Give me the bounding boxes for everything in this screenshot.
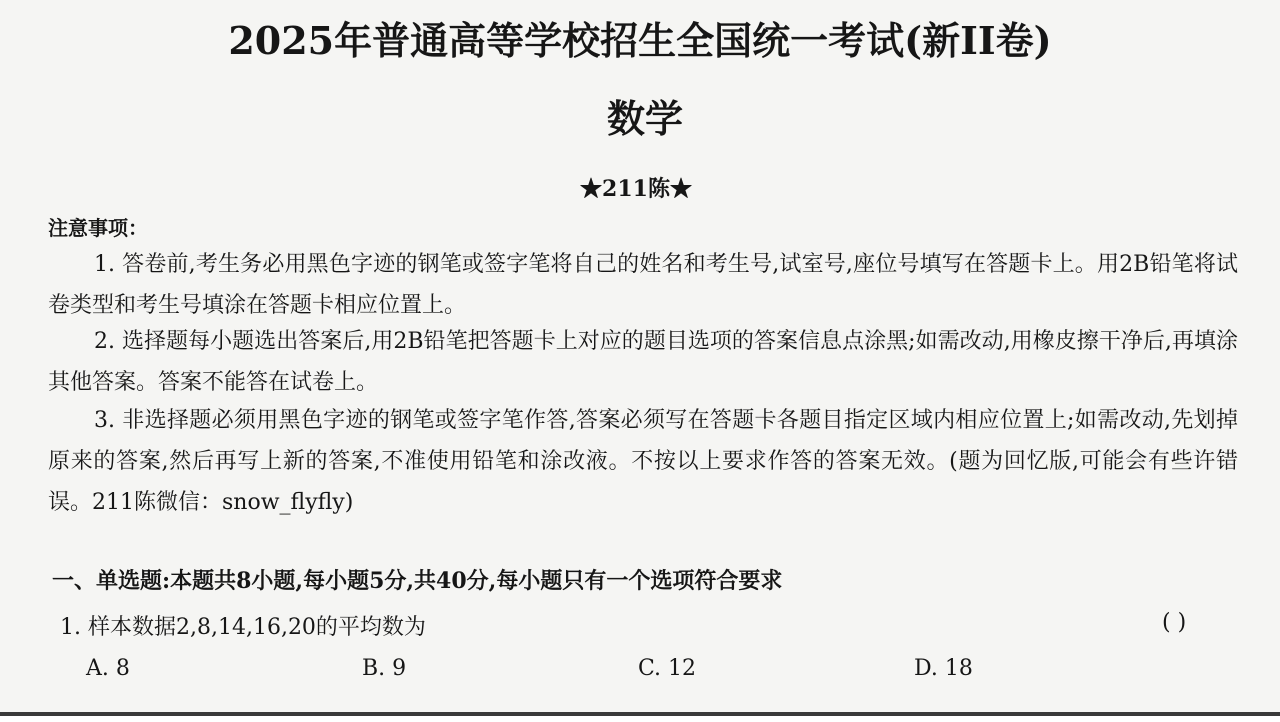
exam-title: 2025年普通高等学校招生全国统一考试(新II卷) (228, 18, 1052, 63)
notice-item-1 (48, 244, 1238, 326)
notice-item-1-text: 1. 答卷前,考生务必用黑色字迹的钢笔或签字笔将自己的姓名和考生号,试室号,座位号填写在答题卡上。用2B铅笔将试卷类型和考生号填涂在答题卡相应位置上。 (48, 252, 1238, 318)
notice-item-2 (48, 321, 1238, 403)
notice-item-2-text: 2. 选择题每小题选出答案后,用2B铅笔把答题卡上对应的题目选项的答案信息点涂黑;如需改动,用橡皮擦干净后,再填涂其他答案。答案不能答在试卷上。 (48, 329, 1238, 395)
notice-item-3-text: 3. 非选择题必须用黑色字迹的钢笔或签字笔作答,答案必须写在答题卡各题目指定区域内相应位置上;如需改动,先划掉原来的答案,然后再写上新的答案,不准使用铅笔和涂改液。不按以上要求作答的答案无效。(题为回忆版,可能会有些许错误。211陈微信：snow_flyfly) (48, 408, 1238, 515)
option-c: C. 12 (638, 656, 697, 681)
answer-parenthesis: ( ) (1162, 610, 1187, 635)
option-a: A. 8 (86, 656, 130, 681)
question-1-stem: 1. 样本数据2,8,14,16,20的平均数为 (60, 615, 426, 640)
notice-heading: 注意事项： (48, 216, 148, 240)
option-d: D. 18 (914, 656, 973, 681)
option-b: B. 9 (362, 656, 407, 681)
author-tag: ★211陈★ (580, 176, 692, 202)
subject-title: 数学 (606, 96, 683, 141)
page-bottom-band (0, 716, 1280, 722)
notice-item-3 (48, 400, 1238, 523)
section-heading: 一、单选题:本题共8小题,每小题5分,共40分,每小题只有一个选项符合要求 (52, 568, 783, 594)
